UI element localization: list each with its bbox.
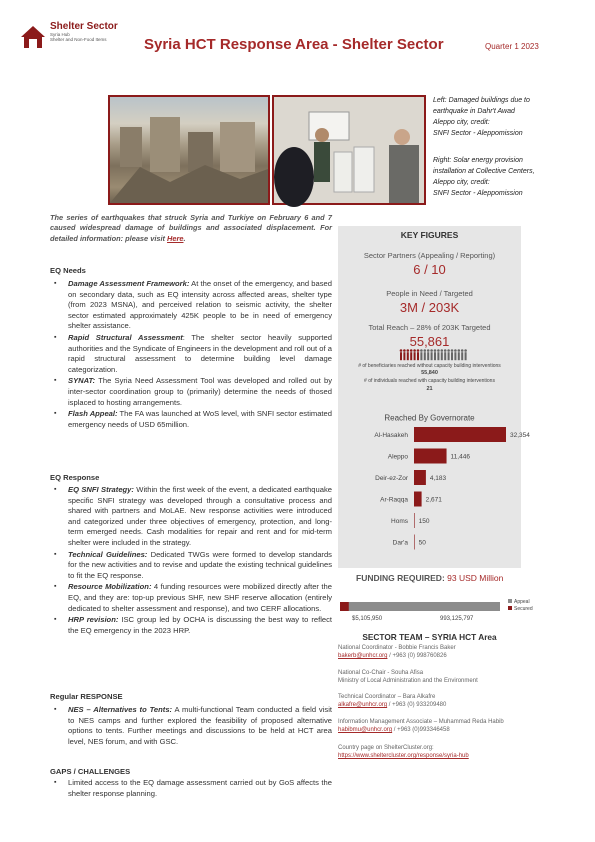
photo-caption-left: Left: Damaged buildings due to earthquake in Dahr't Awad Aleppo city, credit: SNFI Sector - Aleppomission bbox=[433, 97, 530, 137]
list-item: ▪ Resource Mobilization: 4 funding resources were mobilized directly after the EQ, and they are: top-up previous SHF, new SHF reserve allocation (entirely dedicated to shelter assessment and response), and two CERF allocations. bbox=[50, 582, 332, 614]
logo-subtitle: Syria Hub Shelter and Non-Food Items bbox=[50, 32, 107, 42]
chart-title: Reached By Governorate bbox=[384, 413, 475, 423]
value-label: 32,354 bbox=[510, 432, 530, 439]
intro-paragraph: The series of earthquakes that struck Syria and Turkiye on February 6 and 7 caused widespread damage of buildings and associated displacement. For detailed information: please visit Here. bbox=[50, 213, 332, 243]
governorate-bar bbox=[414, 513, 415, 528]
shelter-sector-logo-icon bbox=[20, 24, 46, 50]
list-item: ▪ SYNAT: The Syria Need Assessment Tool was developed and rolled out by inter-sector coordination group to (primarily) determine the needs of thosed isplaced to hosting arrangements. bbox=[50, 376, 332, 408]
pin-value: 3M / 203K bbox=[399, 300, 460, 315]
list-item: ▪ EQ SNFI Strategy: Within the first week of the event, a dedicated earthquake specific SNFI strategy was developed through a consultative process and shared with partners and MoLAE. New response activities were introduced and categorized under three objectives of emergency, protection, and long-term emerged needs. Cash modalities for repair and rent and for mid-term shelter were included in the strategy. bbox=[50, 485, 332, 549]
technical-coordinator-contact: Technical Coordinator – Bara Alkafre alkafre@unhcr.org / +963 (0) 933209480 bbox=[338, 694, 447, 709]
legend-swatch bbox=[508, 599, 512, 603]
person-icon bbox=[410, 349, 413, 360]
person-icon bbox=[427, 349, 430, 360]
beneficiaries-value: 55,840 bbox=[421, 370, 438, 376]
appeal-value-label: 993,125,797 bbox=[440, 616, 474, 622]
person-icon bbox=[458, 349, 461, 360]
value-label: 11,446 bbox=[450, 453, 470, 461]
value-label: 2,671 bbox=[425, 496, 442, 504]
person-icon bbox=[413, 349, 416, 360]
funding-bar-chart bbox=[338, 590, 538, 630]
details-link[interactable]: Here bbox=[167, 233, 184, 243]
reach-value: 55,861 bbox=[409, 334, 450, 349]
person-icon bbox=[420, 349, 423, 360]
governorate-bar bbox=[414, 449, 447, 464]
secured-value-label: $5,105,950 bbox=[352, 616, 383, 622]
governorate-bar bbox=[414, 492, 422, 507]
im-email-link[interactable]: habibmu@unhcr.org bbox=[338, 727, 393, 734]
reach-label: Total Reach – 28% of 203K Targeted bbox=[368, 323, 491, 332]
logo-title: Shelter Sector bbox=[50, 21, 118, 32]
eq-needs-list bbox=[50, 279, 332, 431]
eq-response-list bbox=[50, 485, 332, 637]
beneficiaries-label: # of beneficiaries reached without capacity building interventions bbox=[358, 363, 501, 369]
secured-bar bbox=[340, 602, 349, 611]
person-icon bbox=[437, 349, 440, 360]
individuals-label: # of individuals reached with capacity building interventions bbox=[364, 378, 495, 384]
eq-needs-heading: EQ Needs bbox=[50, 266, 86, 275]
value-label: 50 bbox=[418, 539, 426, 547]
regular-response-heading: Regular RESPONSE bbox=[50, 692, 123, 701]
list-item: ▪ Technical Guidelines: Dedicated TWGs were formed to develop standards for the new activities and to revise and update the existing technical guidelines to fit the EQ response. bbox=[50, 550, 332, 582]
list-item: ▪ Rapid Structural Assessment: The shelter sector heavily supported authorities and the Syndicate of Engineers in the development and roll out of a rapid structural assessment to determine building level damage categorization. bbox=[50, 333, 332, 375]
appeal-bar bbox=[340, 602, 500, 611]
nc-email-link[interactable]: bakerb@unhcr.org bbox=[338, 653, 388, 660]
eq-response-heading: EQ Response bbox=[50, 473, 100, 482]
gaps-heading: GAPS / CHALLENGES bbox=[50, 767, 131, 776]
photo-caption-right: Right: Solar energy provision installation at Collective Centers, Aleppo city, credit: SNFI Sector - Aleppomission bbox=[433, 157, 535, 197]
damaged-buildings-photo bbox=[108, 95, 270, 205]
governorate-bar-chart bbox=[338, 413, 530, 565]
person-icon bbox=[461, 349, 464, 360]
person-icon bbox=[430, 349, 433, 360]
person-icon bbox=[454, 349, 457, 360]
key-figures-title: KEY FIGURES bbox=[400, 230, 459, 240]
national-coordinator-contact: National Coordinator - Bobbie Francis Baker bakerb@unhcr.org / +963 (0) 998760826 bbox=[338, 645, 456, 660]
person-icon bbox=[434, 349, 437, 360]
governorate-bar bbox=[414, 535, 415, 550]
partners-label: Sector Partners (Appealing / Reporting) bbox=[363, 251, 496, 260]
person-icon bbox=[424, 349, 427, 360]
governorate-bar bbox=[414, 470, 426, 485]
country-page: Country page on ShelterCluster.org: https://www.sheltercluster.org/response/syria-hub bbox=[338, 745, 469, 760]
tc-email-link[interactable]: alkafre@unhcr.org bbox=[338, 702, 388, 709]
category-label: Deir-ez-Zor bbox=[375, 475, 408, 482]
solar-installation-photo bbox=[272, 95, 426, 205]
sector-team-title: SECTOR TEAM – SYRIA HCT Area bbox=[362, 632, 497, 642]
regular-response-list bbox=[50, 705, 332, 748]
category-label: Aleppo bbox=[387, 453, 408, 461]
list-item: ▪ Damage Assessment Framework: At the onset of the emergency, and based on secondary data, such as EQ intensity across affected areas, shelter type (from 2023 MSNA), and perceived relation to seismic activity, the shelter sector estimated approximately 425K people to be in need of emergency shelter assistance. bbox=[50, 279, 332, 332]
list-item: ▪ HRP revision: ISC group led by OCHA is discussing the best way to reflect the EQ emergency in the 2023 HRP. bbox=[50, 615, 332, 636]
value-label: 150 bbox=[418, 518, 430, 525]
legend-label: Secured bbox=[514, 606, 533, 612]
category-label: Dar'a bbox=[392, 539, 408, 547]
person-icon bbox=[441, 349, 444, 360]
person-icon bbox=[451, 349, 454, 360]
list-item: ▪ Limited access to the EQ damage assessment carried out by GoS affects the shelter response planning. bbox=[50, 778, 332, 799]
governorate-bar bbox=[414, 427, 506, 442]
person-icon bbox=[447, 349, 450, 360]
co-chair-contact: National Co-Chair - Souha Afisa Ministry of Local Administration and the Environment bbox=[338, 670, 478, 685]
list-item: ▪ Flash Appeal: The FA was launched at WoS level, with SNFI sector estimated emergency needs of USD 65million. bbox=[50, 409, 332, 430]
category-label: Al-Hasakeh bbox=[374, 432, 408, 439]
category-label: Ar-Raqqa bbox=[380, 496, 408, 504]
report-period: Quarter 1 2023 bbox=[485, 42, 539, 51]
category-label: Homs bbox=[391, 518, 408, 525]
page-title: Syria HCT Response Area - Shelter Sector bbox=[144, 36, 444, 53]
person-icon bbox=[464, 349, 467, 360]
legend-label: Appeal bbox=[514, 599, 530, 605]
pin-label: People in Need / Targeted bbox=[386, 289, 473, 298]
im-associate-contact: Information Management Associate – Muhammad Reda Habib habibmu@unhcr.org / +963 (0)993346458 bbox=[338, 719, 504, 734]
person-icon bbox=[444, 349, 447, 360]
person-icon bbox=[403, 349, 406, 360]
value-label: 4,183 bbox=[429, 475, 447, 482]
funding-required: FUNDING REQUIRED: 93 USD Million bbox=[356, 573, 504, 583]
country-page-link[interactable]: https://www.sheltercluster.org/response/syria-hub bbox=[338, 753, 469, 760]
person-icon bbox=[417, 349, 420, 360]
person-icon bbox=[400, 349, 403, 360]
gaps-list bbox=[50, 778, 332, 800]
legend-swatch bbox=[508, 606, 512, 610]
people-reached-icon bbox=[398, 348, 468, 362]
individuals-value: 21 bbox=[426, 386, 433, 392]
partners-value: 6 / 10 bbox=[413, 262, 446, 277]
list-item: ▪ NES – Alternatives to Tents: A multi-functional Team conducted a field visit to NES camps and further explored the feasibility of proposed alternative options to tents. Further meetings and discussions to be held at HCT area level, NES forum, and with GSC. bbox=[50, 705, 332, 747]
person-icon bbox=[407, 349, 410, 360]
